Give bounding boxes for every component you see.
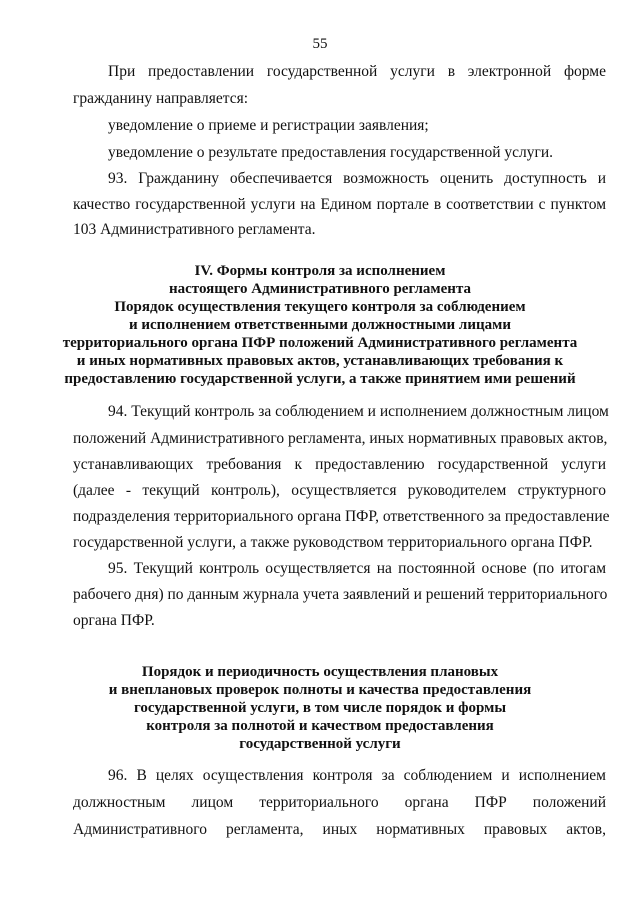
checks-heading-line-4: контроля за полнотой и качеством предоставления — [146, 718, 494, 734]
intro-line-2: гражданину направляется: — [73, 90, 249, 107]
paragraph-93-line-2: качество государственной услуги на Едином портале в соответствии с пунктом — [73, 196, 606, 213]
paragraph-94-line-1: 94. Текущий контроль за соблюдением и исполнением должностным лицом — [108, 403, 609, 420]
paragraph-93-line-1: 93. Гражданину обеспечивается возможность оценить доступность и — [108, 170, 606, 187]
paragraph-94-line-5: подразделения территориального органа ПФР, ответственного за предоставление — [73, 508, 610, 525]
section-iv-heading-line-2: настоящего Административного регламента — [168, 281, 471, 297]
checks-heading-line-3: государственной услуги, в том числе порядок и формы — [133, 700, 507, 716]
paragraph-94-line-4: (далее - текущий контроль), осуществляется руководителем структурного — [73, 482, 606, 499]
section-iv-heading-line-4: и исполнением ответственными должностными лицами — [128, 317, 511, 333]
notice-result: уведомление о результате предоставления государственной услуги. — [108, 144, 554, 161]
paragraph-95-line-2: рабочего дня) по данным журнала учета заявлений и решений территориального — [73, 586, 608, 603]
paragraph-94-line-3: устанавливающих требования к предоставлению государственной услуги — [73, 456, 606, 473]
section-iv-heading-line-7: предоставлению государственной услуги, а также принятием ими решений — [64, 371, 576, 387]
section-iv-heading-line-1: IV. Формы контроля за исполнением — [194, 263, 446, 279]
section-iv-heading-line-3: Порядок осуществления текущего контроля за соблюдением — [114, 299, 526, 315]
paragraph-95-line-3: органа ПФР. — [73, 612, 155, 629]
page-number: 55 — [312, 36, 328, 52]
paragraph-94-line-2: положений Административного регламента, иных нормативных правовых актов, — [73, 430, 608, 447]
paragraph-94-line-6: государственной услуги, а также руководством территориального органа ПФР. — [73, 534, 593, 551]
paragraph-95-line-1: 95. Текущий контроль осуществляется на постоянной основе (по итогам — [108, 560, 606, 577]
paragraph-96-line-1: 96. В целях осуществления контроля за соблюдением и исполнением — [108, 767, 606, 784]
checks-heading-line-1: Порядок и периодичность осуществления плановых — [141, 664, 499, 680]
section-iv-heading-line-5: территориального органа ПФР положений Административного регламента — [62, 335, 578, 351]
intro-line-1: При предоставлении государственной услуги в электронной форме — [108, 63, 606, 80]
notice-registration: уведомление о приеме и регистрации заявления; — [108, 117, 429, 134]
paragraph-93-line-3: 103 Административного регламента. — [73, 221, 316, 238]
paragraph-96-line-2: должностным лицом территориального органа ПФР положений — [73, 794, 606, 811]
checks-heading-line-5: государственной услуги — [239, 736, 401, 752]
section-iv-heading-line-6: и иных нормативных правовых актов, устанавливающих требования к — [76, 353, 564, 369]
paragraph-96-line-3: Административного регламента, иных нормативных правовых актов, — [73, 821, 606, 838]
checks-heading-line-2: и внеплановых проверок полноты и качества предоставления — [108, 682, 532, 698]
